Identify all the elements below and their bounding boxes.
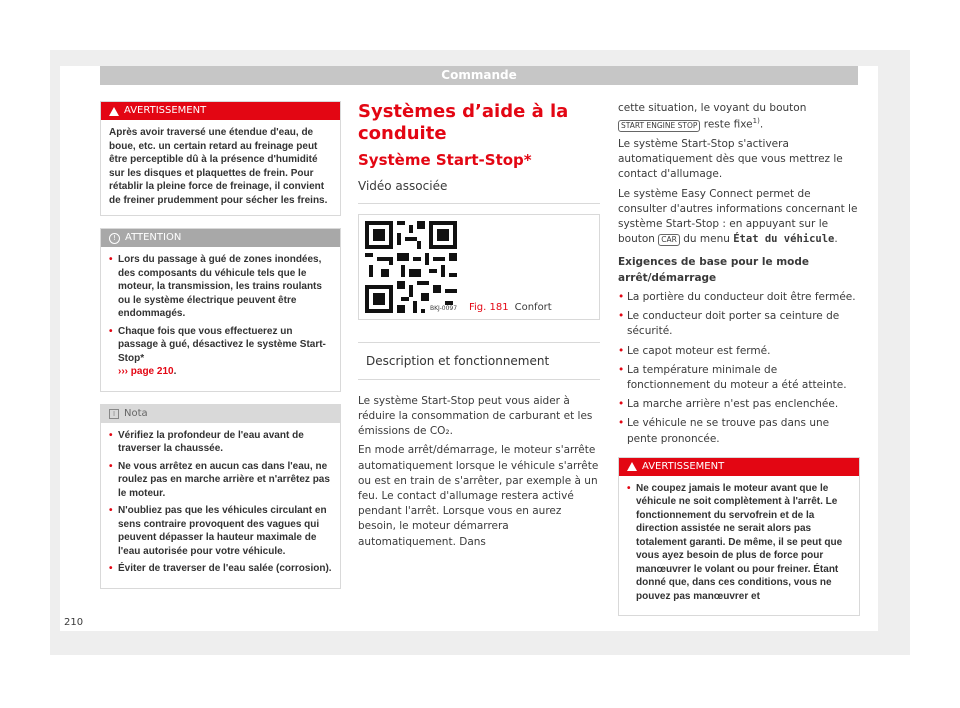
- list-item: • Le conducteur doit porter sa ceinture de sécurité.: [618, 309, 860, 339]
- attention-body: [101, 247, 340, 391]
- text-span: .: [834, 233, 838, 246]
- section-title: Systèmes d’aide à la conduite: [358, 101, 569, 144]
- attention-header: [101, 229, 340, 247]
- video-heading: Vidéo associée: [358, 178, 600, 204]
- note-item: • Éviter de traverser de l'eau salée (corrosion).: [109, 562, 332, 576]
- note-body: [101, 423, 340, 588]
- note-label: Nota: [124, 407, 148, 419]
- warning-body: [619, 476, 859, 616]
- info-icon: I: [109, 409, 119, 419]
- note-item: • Ne vous arrêtez en aucun cas dans l'eau, ne roulez pas en marche arrière et n'arrêtez pas le moteur.: [109, 460, 332, 501]
- attention-item-end: .: [173, 366, 177, 377]
- list-item: • Le capot moteur est fermé.: [618, 344, 860, 359]
- attention-circle-icon: !: [109, 233, 120, 244]
- subsection-title: Système Start-Stop*: [358, 151, 532, 170]
- list-item: • La marche arrière n'est pas enclenchée.: [618, 397, 860, 412]
- qr-code-icon[interactable]: [361, 217, 461, 317]
- description-heading: Description et fonctionnement: [358, 342, 600, 379]
- figure-caption: [469, 301, 552, 316]
- warning-triangle-icon: [109, 107, 119, 116]
- paragraph: [618, 101, 860, 133]
- list-item: • La portière du conducteur doit être fermée.: [618, 290, 860, 305]
- warning-label: AVERTISSEMENT: [642, 460, 725, 472]
- paragraph: Le système Start-Stop s'activera automatiquement dès que vous mettrez le contact d'allumage.: [618, 137, 843, 181]
- start-engine-stop-key: START ENGINE STOP: [618, 120, 700, 132]
- note-item: • N'oubliez pas que les véhicules circulant en sens contraire provoquent des vagues qui peuvent dépasser la hauteur maximale de l'eau autorisée pour votre véhicule.: [109, 504, 332, 558]
- warning-header: [619, 458, 859, 476]
- text-span: Le système Easy Connect permet de consulter d'autres informations concernant le système Start-Stop : en appuyant sur le bouton: [618, 187, 858, 246]
- page-header: Commande: [100, 66, 858, 85]
- warning-text: Après avoir traversé une étendue d'eau, de boue, etc. un certain retard au freinage peut être perceptible dû à la présence d'humidité sur les disques et plaquettes de frein. Pour rétablir la pleine force de freinage, il convient de freiner prudemment pour sécher les freins.: [109, 127, 328, 206]
- text-span: reste fixe: [703, 118, 753, 131]
- attention-item: • Lors du passage à gué de zones inondées, des composants du véhicule tels que le moteur, la transmission, les trains roulants ou le système électrique peuvent être endommagés.: [109, 253, 332, 321]
- middle-column: [358, 101, 600, 554]
- text-span: du menu: [683, 233, 730, 246]
- warning-header: [101, 102, 340, 120]
- figure-code: BKJ-0097: [430, 305, 458, 313]
- paragraph: En mode arrêt/démarrage, le moteur s'arrête automatiquement lorsque le véhicule s'arrête ou est en train de s'arrêter, par exemple à un feu. Le contact d'allumage restera activé pendant l'arrêt. Lorsque vous en aurez besoin, le moteur démarrera automatiquement. Dans: [358, 444, 599, 548]
- warning-label: AVERTISSEMENT: [124, 105, 207, 116]
- text-span: .: [759, 118, 764, 131]
- requirements-heading: Exigences de base pour le mode arrêt/démarrage: [618, 256, 810, 284]
- note-header: [101, 405, 340, 423]
- warning-box: [100, 101, 341, 216]
- attention-item: [109, 325, 332, 379]
- figure-caption-text: Confort: [514, 302, 552, 314]
- warning-box: [618, 457, 860, 617]
- car-key: CAR: [658, 234, 680, 246]
- list-item: • Le véhicule ne se trouve pas dans une pente prononcée.: [618, 416, 860, 446]
- text-span: cette situation, le voyant du bouton: [618, 102, 807, 114]
- figure-number: Fig. 181: [469, 302, 509, 314]
- attention-label: ATTENTION: [125, 232, 182, 243]
- figure-box: [358, 214, 600, 320]
- warning-item: • Ne coupez jamais le moteur avant que le véhicule ne soit complètement à l'arrêt. Le fonctionnement du servofrein et de la direction assistée ne serait alors pas totalement garanti. De même, il se peut que vous ayez besoin de plus de force pour manœuvrer le volant ou pour freiner. Étant donné que, dans ces conditions, vous ne pouvez pas manœuvrer et: [627, 482, 851, 604]
- footnote-ref: 1): [752, 117, 760, 126]
- left-column: [100, 101, 341, 601]
- right-column: [618, 101, 860, 628]
- requirements-list: [618, 290, 860, 447]
- menu-name: État du véhicule: [733, 233, 835, 246]
- warning-triangle-icon: [627, 462, 637, 471]
- note-box: [100, 404, 341, 589]
- list-item: • La température minimale de fonctionnement du moteur a été atteinte.: [618, 363, 860, 393]
- note-item: • Vérifiez la profondeur de l'eau avant de traverser la chaussée.: [109, 429, 332, 456]
- paragraph: Le système Start-Stop peut vous aider à réduire la consommation de carburant et les émissions de CO₂.: [358, 394, 593, 438]
- page-number: 210: [64, 617, 84, 628]
- attention-item-text: Chaque fois que vous effectuerez un passage à gué, désactivez le système Start-Stop*: [118, 325, 326, 364]
- paragraph: [618, 187, 860, 248]
- attention-box: [100, 228, 341, 392]
- page-reference-link[interactable]: ››› page 210: [118, 366, 174, 377]
